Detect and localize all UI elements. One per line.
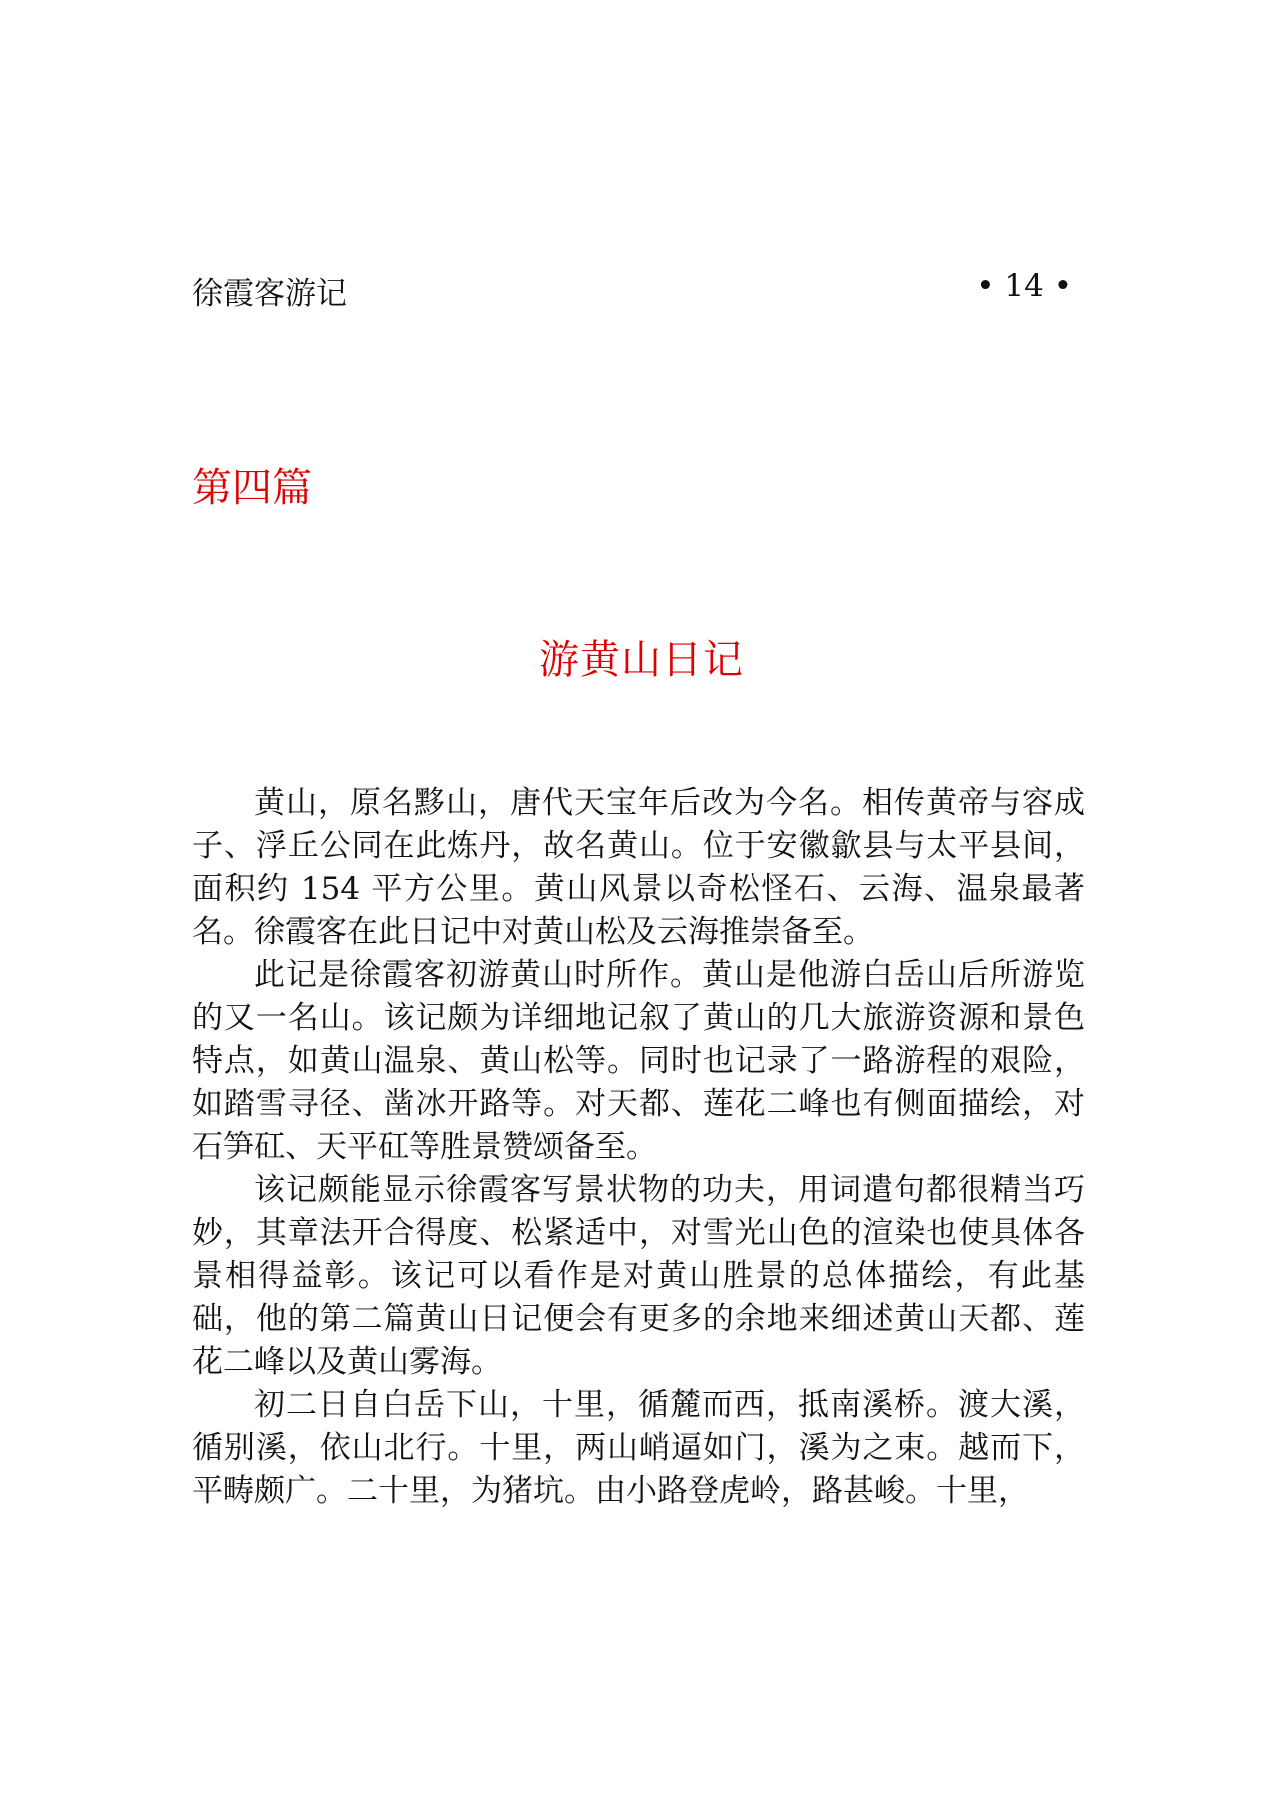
paragraph-2: 此记是徐霞客初游黄山时所作。黄山是他游白岳山后所游览的又一名山。该记颇为详细地记叙了黄山的几大旅游资源和景色特点，如黄山温泉、黄山松等。同时也记录了一路游程的艰险，如踏雪寻径、凿冰开路等。对天都、莲花二峰也有侧面描绘，对石笋矼、天平矼等胜景赞颂备至。 bbox=[192, 957, 1085, 1165]
chapter-title: 游黄山日记 bbox=[539, 637, 744, 683]
page-number: • 14 • bbox=[976, 268, 1072, 304]
body-text bbox=[192, 782, 1085, 1513]
paragraph-1: 黄山，原名黟山，唐代天宝年后改为今名。相传黄帝与容成子、浮丘公同在此炼丹，故名黄山。位于安徽歙县与太平县间，面积约 154 平方公里。黄山风景以奇松怪石、云海、温泉最著名。徐霞客在此日记中对黄山松及云海推崇备至。 bbox=[192, 785, 1085, 950]
paragraph-4: 初二日自白岳下山，十里，循麓而西，抵南溪桥。渡大溪，循别溪，依山北行。十里，两山峭逼如门，溪为之束。越而下，平畴颇广。二十里，为猪坑。由小路登虎岭，路甚峻。十里， bbox=[192, 1387, 1085, 1509]
paragraph-3: 该记颇能显示徐霞客写景状物的功夫，用词遣句都很精当巧妙，其章法开合得度、松紧适中，对雪光山色的渲染也使具体各景相得益彰。该记可以看作是对黄山胜景的总体描绘，有此基础，他的第二篇黄山日记便会有更多的余地来细述黄山天都、莲花二峰以及黄山雾海。 bbox=[192, 1172, 1085, 1380]
part-heading: 第四篇 bbox=[192, 465, 312, 511]
running-header bbox=[192, 268, 1080, 312]
book-title: 徐霞客游记 bbox=[192, 276, 347, 312]
